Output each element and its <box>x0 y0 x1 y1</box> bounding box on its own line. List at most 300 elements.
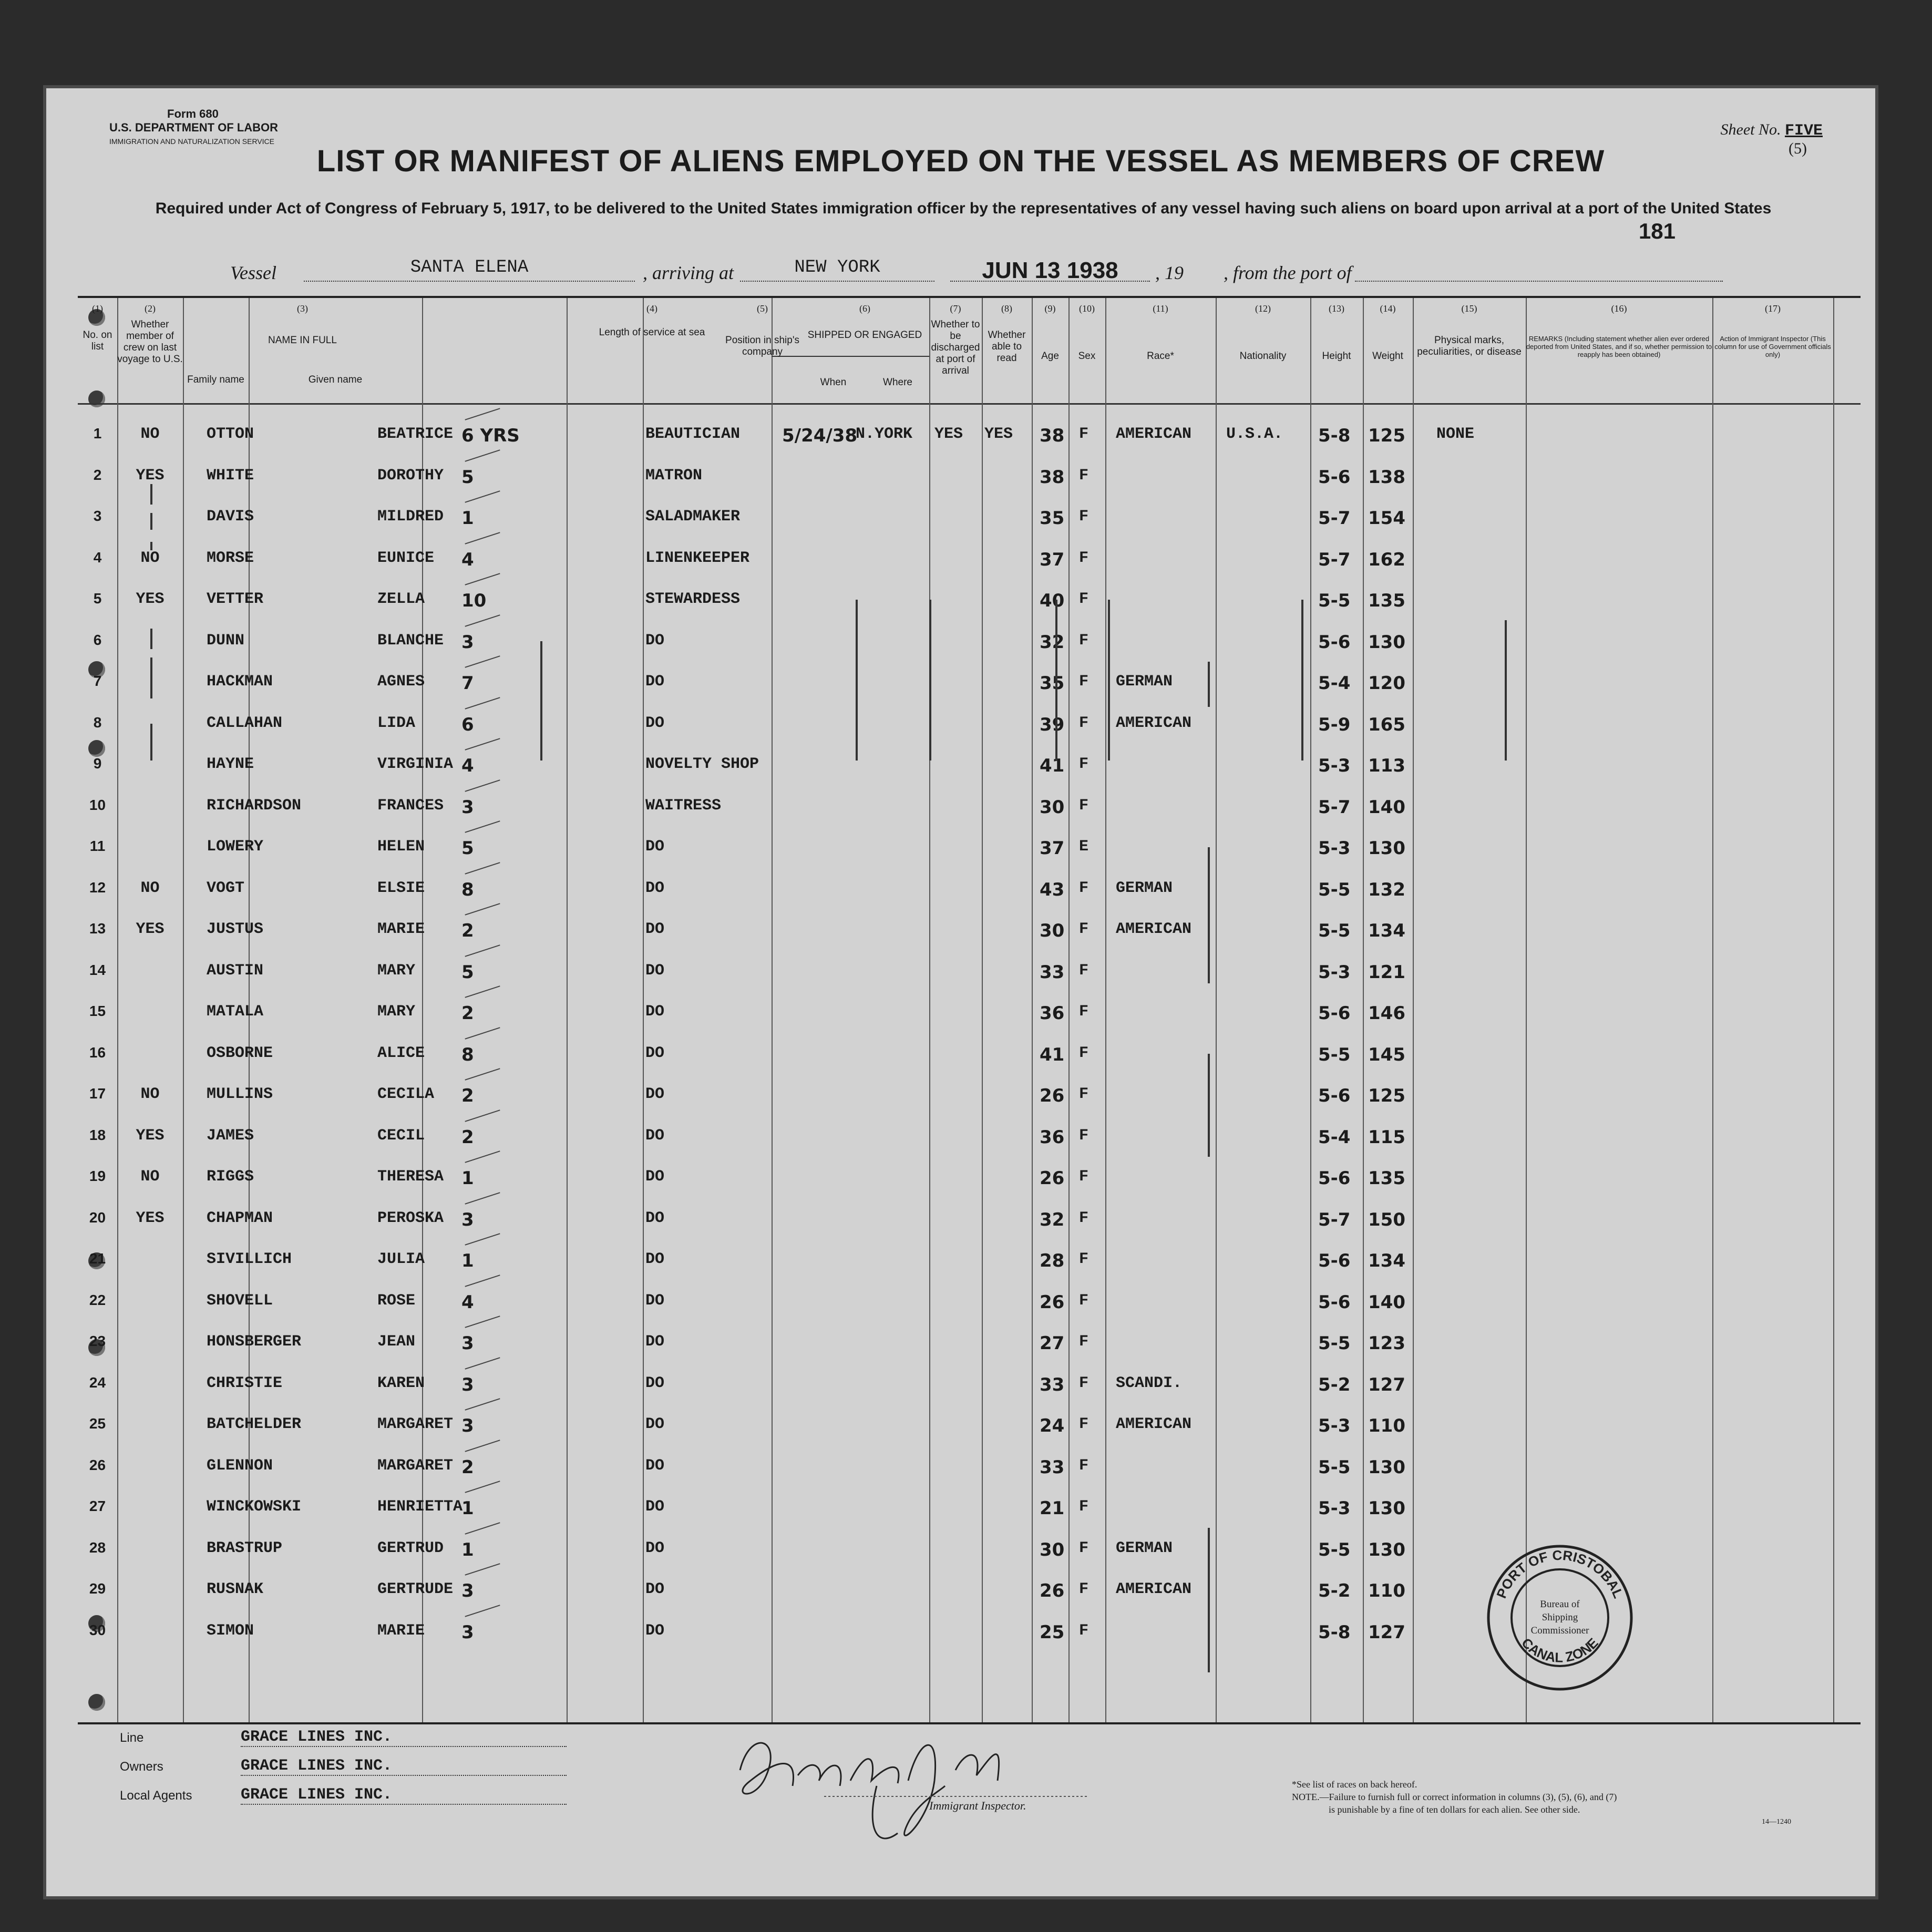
service-tick-mark <box>465 1563 500 1576</box>
cell-service: 5 <box>461 961 474 983</box>
column-header: Given name <box>308 374 363 385</box>
cell-height: 5-7 <box>1318 508 1351 529</box>
cell-height: 5-5 <box>1318 1044 1351 1065</box>
cell-weight: 154 <box>1368 508 1405 529</box>
cell-no: 28 <box>89 1539 106 1556</box>
cell-voyage: YES <box>136 466 165 485</box>
cell-position: DO <box>645 920 665 938</box>
cell-position: DO <box>645 1456 665 1475</box>
cell-sex: F <box>1079 1209 1089 1227</box>
stamp-line-1: Bureau of <box>1540 1599 1580 1610</box>
cell-service: 5 <box>461 838 474 859</box>
cell-height: 5-6 <box>1318 1003 1351 1024</box>
cell-position: DO <box>645 1168 665 1186</box>
service-tick-mark <box>465 820 500 833</box>
cell-voyage: NO <box>140 425 160 443</box>
cell-no: 12 <box>89 879 106 896</box>
cell-no: 10 <box>89 796 106 813</box>
cell-position: DO <box>645 1621 665 1640</box>
cell-age: 39 <box>1040 714 1065 735</box>
cell-given: MARIE <box>377 920 425 938</box>
sheet-sub: (5) <box>1789 140 1807 157</box>
cell-height: 5-6 <box>1318 1168 1351 1189</box>
service-tick-mark <box>465 738 500 751</box>
cell-position: DO <box>645 1209 665 1227</box>
cell-service: 3 <box>461 1621 474 1643</box>
cell-height: 5-9 <box>1318 714 1351 735</box>
cell-age: 30 <box>1040 920 1065 941</box>
cell-service: 1 <box>461 1168 474 1189</box>
cell-age: 33 <box>1040 1374 1065 1395</box>
ditto-stroke <box>540 641 542 761</box>
ditto-stroke <box>150 629 152 649</box>
column-header: No. on list <box>83 330 112 352</box>
cell-position: DO <box>645 1333 665 1351</box>
cell-race: GERMAN <box>1116 673 1173 691</box>
cell-position: DO <box>645 1415 665 1433</box>
cell-no: 7 <box>93 673 102 689</box>
cell-age: 32 <box>1040 631 1065 653</box>
service-tick-mark <box>465 944 500 957</box>
cell-family: OTTON <box>207 425 254 443</box>
cell-no: 2 <box>93 466 102 483</box>
cell-no: 19 <box>89 1168 106 1184</box>
cell-family: RUSNAK <box>207 1580 264 1598</box>
cell-height: 5-3 <box>1318 755 1351 776</box>
cell-read: YES <box>984 425 1013 443</box>
stamp-top-text: PORT OF CRISTOBAL <box>1493 1547 1627 1601</box>
cell-sex: F <box>1079 590 1089 608</box>
cell-given: MARGARET <box>377 1415 454 1433</box>
cell-height: 5-4 <box>1318 673 1351 694</box>
cell-height: 5-7 <box>1318 549 1351 570</box>
cell-family: SIMON <box>207 1621 254 1640</box>
column-header: Race* <box>1147 351 1174 362</box>
cell-age: 28 <box>1040 1250 1065 1271</box>
cell-sex: F <box>1079 1498 1089 1516</box>
service-tick-mark <box>465 490 500 503</box>
cell-height: 5-2 <box>1318 1374 1351 1395</box>
cell-voyage: YES <box>136 590 165 608</box>
service-tick-mark <box>465 408 500 420</box>
cell-position: DO <box>645 1085 665 1103</box>
cell-race: GERMAN <box>1116 1539 1173 1557</box>
cell-age: 26 <box>1040 1085 1065 1106</box>
cell-family: DUNN <box>207 631 245 650</box>
cell-no: 20 <box>89 1209 106 1226</box>
cell-service: 2 <box>461 1456 474 1478</box>
cell-age: 24 <box>1040 1415 1065 1436</box>
cell-position: DO <box>645 1291 665 1310</box>
cell-given: HENRIETTA <box>377 1498 463 1516</box>
cell-voyage: YES <box>136 1126 165 1145</box>
cell-age: 40 <box>1040 590 1065 611</box>
cell-sex: F <box>1079 425 1089 443</box>
cell-height: 5-6 <box>1318 1085 1351 1106</box>
service-tick-mark <box>465 449 500 462</box>
cell-no: 18 <box>89 1126 106 1143</box>
cell-position: DO <box>645 1580 665 1598</box>
ditto-stroke <box>150 513 152 529</box>
cell-weight: 150 <box>1368 1209 1405 1230</box>
cell-position: DO <box>645 1250 665 1268</box>
owners-label: Owners <box>120 1760 163 1774</box>
cell-height: 5-8 <box>1318 1621 1351 1643</box>
owners-value: GRACE LINES INC. <box>241 1757 567 1776</box>
cell-height: 5-5 <box>1318 1333 1351 1354</box>
column-header: When <box>820 377 847 388</box>
cell-given: GERTRUDE <box>377 1580 454 1598</box>
cell-race: AMERICAN <box>1116 425 1192 443</box>
cell-age: 41 <box>1040 755 1065 776</box>
ditto-stroke <box>1208 847 1210 983</box>
agents-value: GRACE LINES INC. <box>241 1786 567 1805</box>
service-tick-mark <box>465 1275 500 1287</box>
cell-service: 3 <box>461 1209 474 1230</box>
cell-position: DO <box>645 961 665 980</box>
cell-service: 3 <box>461 796 474 818</box>
cell-no: 29 <box>89 1580 106 1597</box>
column-number: (11) <box>1153 303 1168 314</box>
cell-family: MULLINS <box>207 1085 273 1103</box>
cell-weight: 146 <box>1368 1003 1405 1024</box>
cell-sex: F <box>1079 796 1089 815</box>
cell-no: 4 <box>93 549 102 566</box>
cell-sex: F <box>1079 1085 1089 1103</box>
inspector-label: Immigrant Inspector. <box>929 1799 1026 1812</box>
column-number: (4) <box>646 303 657 314</box>
cell-height: 5-3 <box>1318 961 1351 983</box>
cell-age: 21 <box>1040 1498 1065 1519</box>
cell-sex: F <box>1079 466 1089 485</box>
cell-race: AMERICAN <box>1116 714 1192 732</box>
cell-height: 5-3 <box>1318 1415 1351 1436</box>
cell-height: 5-7 <box>1318 796 1351 818</box>
cell-no: 1 <box>93 425 102 441</box>
column-header: NAME IN FULL <box>268 335 337 346</box>
cell-weight: 132 <box>1368 879 1405 900</box>
cell-voyage: NO <box>140 1168 160 1186</box>
cell-no: 22 <box>89 1291 106 1308</box>
cell-family: MORSE <box>207 549 254 567</box>
cell-weight: 113 <box>1368 755 1405 776</box>
cell-service: 6 YRS <box>461 425 520 446</box>
column-number: (12) <box>1255 303 1271 314</box>
cell-weight: 127 <box>1368 1621 1405 1643</box>
ditto-stroke <box>150 484 152 505</box>
cell-service: 8 <box>461 879 474 900</box>
service-tick-mark <box>465 1481 500 1493</box>
cell-position: DO <box>645 1539 665 1557</box>
cell-given: PEROSKA <box>377 1209 444 1227</box>
cell-given: LIDA <box>377 714 416 732</box>
cell-age: 37 <box>1040 838 1065 859</box>
cell-given: MILDRED <box>377 508 444 526</box>
service-tick-mark <box>465 1316 500 1328</box>
cell-no: 6 <box>93 631 102 648</box>
column-header: Sex <box>1078 351 1096 362</box>
column-header: Physical marks, peculiarities, or disease <box>1417 335 1522 357</box>
cell-weight: 130 <box>1368 1498 1405 1519</box>
cell-age: 43 <box>1040 879 1065 900</box>
cell-voyage: NO <box>140 549 160 567</box>
cell-family: JAMES <box>207 1126 254 1145</box>
cell-age: 26 <box>1040 1580 1065 1601</box>
cell-weight: 130 <box>1368 1539 1405 1560</box>
ditto-stroke <box>150 657 152 699</box>
port-cristobal-stamp <box>1481 1539 1639 1697</box>
service-tick-mark <box>465 1109 500 1122</box>
cell-discharged: YES <box>934 425 963 443</box>
service-tick-mark <box>465 1150 500 1163</box>
cell-family: HACKMAN <box>207 673 273 691</box>
cell-family: VOGT <box>207 879 245 897</box>
cell-sex: F <box>1079 1126 1089 1145</box>
cell-weight: 145 <box>1368 1044 1405 1065</box>
cell-position: DO <box>645 1498 665 1516</box>
cell-given: FRANCES <box>377 796 444 815</box>
cell-given: ELSIE <box>377 879 425 897</box>
service-tick-mark <box>465 1440 500 1452</box>
cell-given: MARIE <box>377 1621 425 1640</box>
cell-given: CECIL <box>377 1126 425 1145</box>
ditto-stroke <box>150 724 152 761</box>
column-number: (5) <box>757 303 768 314</box>
cell-sex: F <box>1079 508 1089 526</box>
cell-family: WINCKOWSKI <box>207 1498 302 1516</box>
cell-service: 8 <box>461 1044 474 1065</box>
cell-position: DO <box>645 1374 665 1392</box>
cell-height: 5-6 <box>1318 631 1351 653</box>
cell-no: 5 <box>93 590 102 607</box>
cell-height: 5-8 <box>1318 425 1351 446</box>
service-tick-mark <box>465 1605 500 1617</box>
cell-service: 2 <box>461 1085 474 1106</box>
cell-sex: F <box>1079 1580 1089 1598</box>
line-label: Line <box>120 1731 144 1745</box>
arrival-date-field: JUN 13 1938 <box>950 258 1150 282</box>
cell-family: HONSBERGER <box>207 1333 302 1351</box>
cell-service: 4 <box>461 549 474 570</box>
service-tick-mark <box>465 532 500 544</box>
cell-family: MATALA <box>207 1003 264 1021</box>
service-tick-mark <box>465 573 500 585</box>
cell-no: 30 <box>89 1621 106 1638</box>
cell-weight: 130 <box>1368 1456 1405 1478</box>
cell-family: DAVIS <box>207 508 254 526</box>
column-header: Position in ship's company <box>725 335 799 357</box>
cell-weight: 138 <box>1368 466 1405 488</box>
cell-service: 3 <box>461 1415 474 1436</box>
cell-height: 5-6 <box>1318 466 1351 488</box>
column-header: Where <box>883 377 912 388</box>
cell-position: DO <box>645 1003 665 1021</box>
cell-when: 5/24/38 <box>782 425 858 446</box>
column-number: (9) <box>1044 303 1056 314</box>
cell-no: 13 <box>89 920 106 937</box>
cell-service: 1 <box>461 1250 474 1271</box>
service-tick-mark <box>465 862 500 875</box>
cell-service: 1 <box>461 1498 474 1519</box>
cell-no: 24 <box>89 1374 106 1391</box>
cell-no: 9 <box>93 755 102 772</box>
cell-family: OSBORNE <box>207 1044 273 1062</box>
cell-service: 5 <box>461 466 474 488</box>
cell-position: DO <box>645 838 665 856</box>
footnote: *See list of races on back hereof. NOTE.—Failure to furnish full or correct information in columns (3), (5), (6), and (7) is punishable by a fine of ten dollars for each alien. See other side. 14—1240 <box>1292 1779 1791 1826</box>
cell-sex: E <box>1079 838 1089 856</box>
cell-given: BLANCHE <box>377 631 444 650</box>
cell-weight: 140 <box>1368 1291 1405 1313</box>
cell-given: JEAN <box>377 1333 416 1351</box>
stamp-bottom-text: CANAL ZONE <box>1518 1635 1601 1666</box>
cell-given: GERTRUD <box>377 1539 444 1557</box>
stamped-number: 181 <box>1638 219 1676 243</box>
cell-position: DO <box>645 1126 665 1145</box>
column-header: Whether member of crew on last voyage to U.S. <box>117 319 183 365</box>
cell-position: DO <box>645 714 665 732</box>
cell-family: AUSTIN <box>207 961 264 980</box>
page-title: LIST OR MANIFEST OF ALIENS EMPLOYED ON THE VESSEL AS MEMBERS OF CREW <box>316 144 1605 178</box>
column-number: (16) <box>1611 303 1627 314</box>
cell-weight: 130 <box>1368 838 1405 859</box>
cell-family: WHITE <box>207 466 254 485</box>
service-tick-mark <box>465 1027 500 1040</box>
service-tick-mark <box>465 655 500 668</box>
column-header: REMARKS (Including statement whether alien ever ordered deported from United States, and if so, whether permission to reapply has been obtained) <box>1526 335 1712 358</box>
arrival-port-field: NEW YORK <box>740 258 934 282</box>
cell-age: 35 <box>1040 508 1065 529</box>
cell-family: HAYNE <box>207 755 254 773</box>
column-header: Weight <box>1372 351 1403 362</box>
cell-given: AGNES <box>377 673 425 691</box>
cell-service: 1 <box>461 1539 474 1560</box>
from-port-field <box>1355 258 1723 282</box>
cell-sex: F <box>1079 920 1089 938</box>
cell-voyage: NO <box>140 879 160 897</box>
cell-weight: 110 <box>1368 1415 1405 1436</box>
ditto-stroke <box>1208 1054 1210 1157</box>
cell-family: GLENNON <box>207 1456 273 1475</box>
cell-service: 3 <box>461 1333 474 1354</box>
cell-voyage: NO <box>140 1085 160 1103</box>
ditto-stroke <box>856 600 858 761</box>
ditto-stroke <box>1505 620 1507 761</box>
column-header: SHIPPED OR ENGAGED <box>807 330 922 341</box>
vessel-name-field: SANTA ELENA <box>304 258 635 282</box>
cell-service: 4 <box>461 1291 474 1313</box>
cell-position: DO <box>645 879 665 897</box>
form-number: Form 680 U.S. DEPARTMENT OF LABOR IMMIGRATION AND NATURALIZATION SERVICE <box>109 107 279 146</box>
cell-family: VETTER <box>207 590 264 608</box>
cell-age: 26 <box>1040 1291 1065 1313</box>
cell-service: 4 <box>461 755 474 776</box>
cell-family: RIGGS <box>207 1168 254 1186</box>
service-tick-mark <box>465 903 500 916</box>
ditto-stroke <box>1208 662 1210 707</box>
cell-race: GERMAN <box>1116 879 1173 897</box>
cell-given: THERESA <box>377 1168 444 1186</box>
cell-position: MATRON <box>645 466 703 485</box>
stamp-line-3: Commissioner <box>1530 1625 1589 1636</box>
cell-age: 26 <box>1040 1168 1065 1189</box>
cell-family: CHRISTIE <box>207 1374 283 1392</box>
cell-age: 35 <box>1040 673 1065 694</box>
cell-age: 33 <box>1040 1456 1065 1478</box>
cell-given: VIRGINIA <box>377 755 454 773</box>
cell-sex: F <box>1079 1291 1089 1310</box>
column-number: (10) <box>1079 303 1095 314</box>
cell-no: 16 <box>89 1044 106 1061</box>
agents-label: Local Agents <box>120 1789 192 1803</box>
column-number: (3) <box>297 303 308 314</box>
year-label: , 19 <box>1155 262 1184 283</box>
cell-voyage: YES <box>136 1209 165 1227</box>
sheet-label: Sheet No. <box>1720 121 1781 138</box>
cell-given: JULIA <box>377 1250 425 1268</box>
cell-given: ROSE <box>377 1291 416 1310</box>
cell-sex: F <box>1079 1374 1089 1392</box>
cell-sex: F <box>1079 755 1089 773</box>
cell-service: 3 <box>461 631 474 653</box>
cell-position: SALADMAKER <box>645 508 741 526</box>
service-tick-mark <box>465 779 500 792</box>
cell-service: 10 <box>461 590 487 611</box>
cell-race: AMERICAN <box>1116 1580 1192 1598</box>
cell-given: MARGARET <box>377 1456 454 1475</box>
cell-weight: 115 <box>1368 1126 1405 1148</box>
cell-position: NOVELTY SHOP <box>645 755 759 773</box>
column-header: Height <box>1322 351 1351 362</box>
cell-height: 5-3 <box>1318 838 1351 859</box>
cell-service: 6 <box>461 714 474 735</box>
cell-service: 7 <box>461 673 474 694</box>
service-tick-mark <box>465 1233 500 1246</box>
header-divider <box>78 403 1861 405</box>
cell-voyage: YES <box>136 920 165 938</box>
svg-text:PORT OF CRISTOBAL <box>1493 1547 1626 1601</box>
cell-service: 2 <box>461 1003 474 1024</box>
ditto-stroke <box>150 542 152 550</box>
cell-position: STEWARDESS <box>645 590 741 608</box>
cell-family: SHOVELL <box>207 1291 273 1310</box>
service-tick-mark <box>465 1398 500 1411</box>
cell-height: 5-5 <box>1318 920 1351 941</box>
cell-family: BATCHELDER <box>207 1415 302 1433</box>
ditto-stroke <box>1301 600 1303 761</box>
cell-no: 14 <box>89 961 106 978</box>
ditto-stroke <box>1208 1528 1210 1672</box>
column-number: (1) <box>92 303 103 314</box>
cell-sex: F <box>1079 673 1089 691</box>
cell-sex: F <box>1079 1456 1089 1475</box>
cell-race: SCANDI. <box>1116 1374 1183 1392</box>
cell-weight: 127 <box>1368 1374 1405 1395</box>
cell-position: DO <box>645 631 665 650</box>
column-header: Nationality <box>1239 351 1287 362</box>
cell-sex: F <box>1079 1415 1089 1433</box>
cell-given: ALICE <box>377 1044 425 1062</box>
cell-nationality: U.S.A. <box>1226 425 1283 443</box>
cell-weight: 165 <box>1368 714 1405 735</box>
service-tick-mark <box>465 1357 500 1370</box>
cell-age: 32 <box>1040 1209 1065 1230</box>
page-subtitle: Required under Act of Congress of February 5, 1917, to be delivered to the United States immigration officer by the representatives of any vessel having such aliens on board upon arrival at a port of the United States <box>155 200 1772 217</box>
cell-age: 37 <box>1040 549 1065 570</box>
cell-given: CECILA <box>377 1085 435 1103</box>
ditto-stroke <box>1055 600 1057 761</box>
cell-sex: F <box>1079 1621 1089 1640</box>
